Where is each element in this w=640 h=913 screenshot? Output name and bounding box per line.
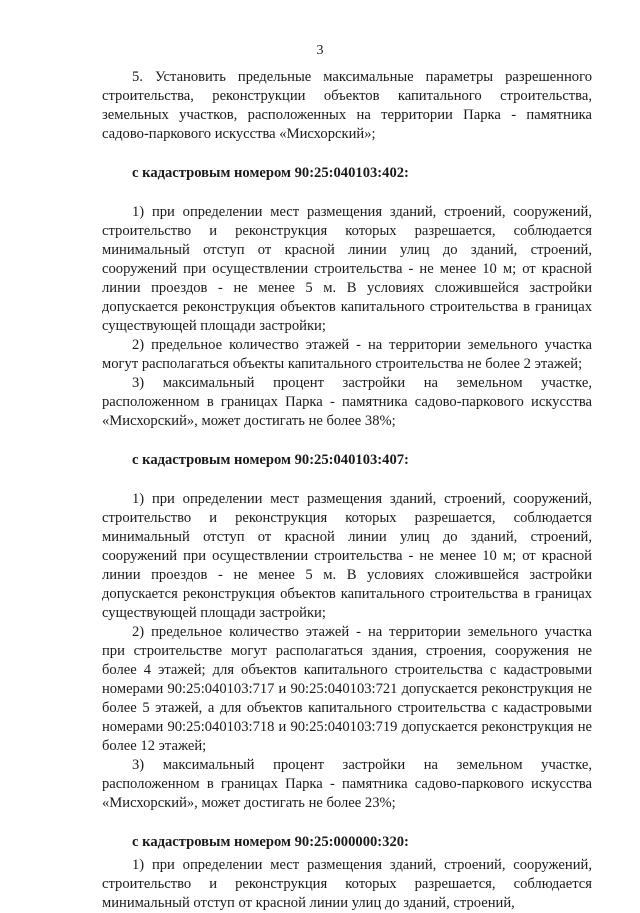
section-407-item-1: 1) при определении мест размещения зданий, строений, сооружений, строительство и реконструкция которых разрешается, соблюдается минимальный отступ от красной линии улиц до зданий, строений, сооружений при осуществлении строительства - не менее 10 м; от красной линии проездов - не менее 5 м. В условиях сложившейся застройки допускается реконструкция объектов капитального строительства в границах существующей площади застройки;: [102, 491, 592, 621]
section-402-item-3: 3) максимальный процент застройки на земельном участке, расположенном в границах Парка - памятника садово-паркового искусства «Мисхорский», может достигать не более 38%;: [102, 375, 592, 429]
document-body: [102, 68, 592, 913]
section-407-item-2: 2) предельное количество этажей - на территории земельного участка при строительстве могут располагаться здания, строения, сооружения не более 4 этажей; для объектов капитального строительства с кадастровыми номерами 90:25:040103:717 и 90:25:040103:721 допускается реконструкция не более 5 этажей, а для объектов капитального строительства с кадастровыми номерами 90:25:040103:718 и 90:25:040103:719 допускается реконструкция не более 12 этажей;: [102, 624, 592, 754]
section-407-item-3: 3) максимальный процент застройки на земельном участке, расположенном в границах Парка - памятника садово-паркового искусства «Мисхорский», может достигать не более 23%;: [102, 757, 592, 811]
intro-paragraph: 5. Установить предельные максимальные параметры разрешенного строительства, реконструкции объектов капитального строительства, земельных участков, расположенных на территории Парка - памятника садово-паркового искусства «Мисхорский»;: [102, 69, 592, 142]
section-402-item-1: 1) при определении мест размещения зданий, строений, сооружений, строительство и реконструкция которых разрешается, соблюдается минимальный отступ от красной линии улиц до зданий, строений, сооружений при осуществлении строительства - не менее 10 м; от красной линии проездов - не менее 5 м. В условиях сложившейся застройки допускается реконструкция объектов капитального строительства в границах существующей площади застройки;: [102, 204, 592, 334]
section-heading-402: с кадастровым номером 90:25:040103:402:: [132, 165, 409, 181]
section-heading-407: с кадастровым номером 90:25:040103:407:: [132, 452, 409, 468]
section-320-item-1: 1) при определении мест размещения зданий, строений, сооружений, строительство и реконструкция которых разрешается, соблюдается минимальный отступ от красной линии улиц до зданий, строений,: [102, 857, 592, 911]
section-402-item-2: 2) предельное количество этажей - на территории земельного участка могут располагаться объекты капитального строительства не более 2 этажей;: [102, 337, 592, 372]
section-heading-320: с кадастровым номером 90:25:000000:320:: [132, 834, 409, 850]
page-number: 3: [316, 43, 324, 58]
